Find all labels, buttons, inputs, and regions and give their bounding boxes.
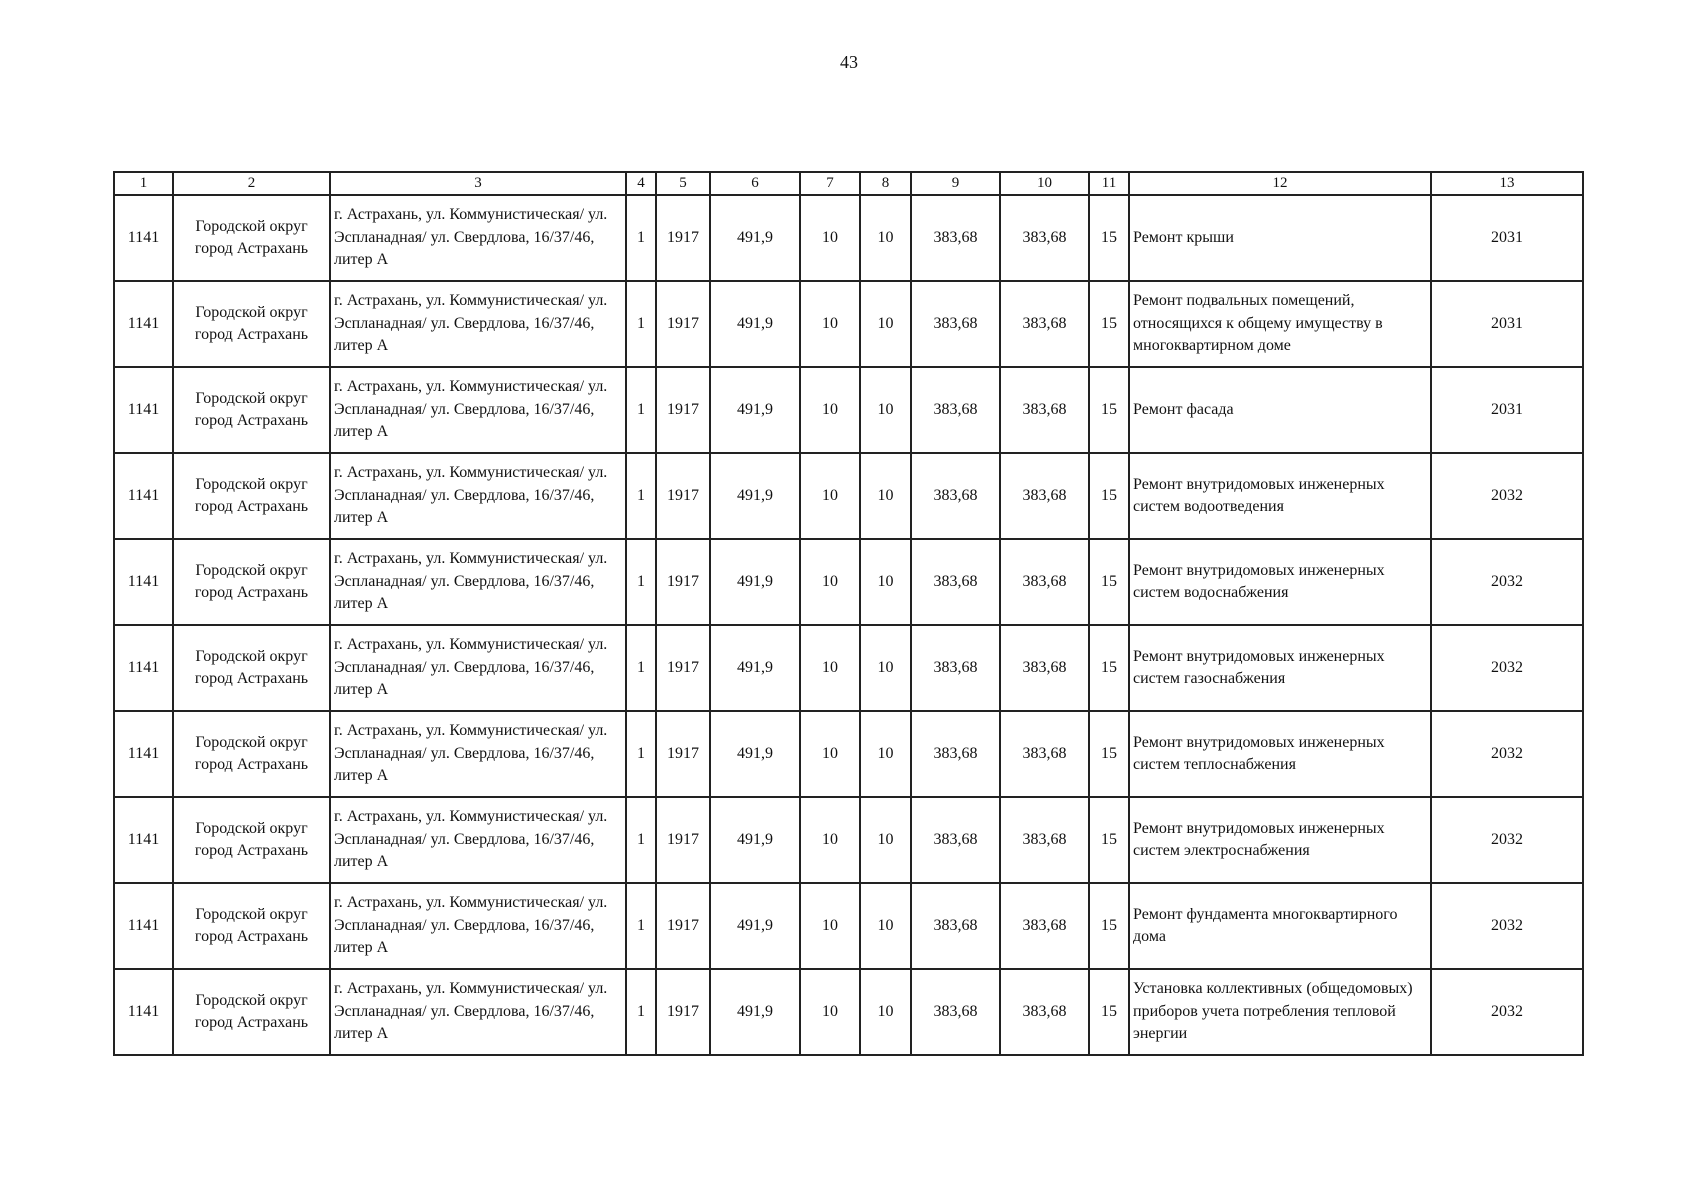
cell-col8: 10 xyxy=(860,281,911,367)
cell-col7: 10 xyxy=(800,195,860,281)
cell-col7: 10 xyxy=(800,625,860,711)
cell-col11: 15 xyxy=(1089,625,1129,711)
cell-plan-year: 2031 xyxy=(1431,367,1583,453)
table-row xyxy=(114,969,1583,1055)
cell-col10: 383,68 xyxy=(1000,539,1089,625)
column-header-6: 6 xyxy=(710,172,800,195)
cell-year: 1917 xyxy=(656,281,710,367)
cell-col8: 10 xyxy=(860,711,911,797)
cell-col4: 1 xyxy=(626,195,656,281)
column-header-3: 3 xyxy=(330,172,626,195)
cell-work-type: Установка коллективных (общедомовых) приборов учета потребления тепловой энергии xyxy=(1129,969,1431,1055)
cell-col9: 383,68 xyxy=(911,453,1000,539)
cell-municipality: Городской округ город Астрахань xyxy=(173,195,330,281)
cell-plan-year: 2032 xyxy=(1431,969,1583,1055)
cell-col10: 383,68 xyxy=(1000,281,1089,367)
cell-col8: 10 xyxy=(860,195,911,281)
cell-col10: 383,68 xyxy=(1000,883,1089,969)
cell-col10: 383,68 xyxy=(1000,195,1089,281)
column-header-13: 13 xyxy=(1431,172,1583,195)
cell-work-type: Ремонт внутридомовых инженерных систем газоснабжения xyxy=(1129,625,1431,711)
cell-year: 1917 xyxy=(656,453,710,539)
cell-address: г. Астрахань, ул. Коммунистическая/ ул. Эспланадная/ ул. Свердлова, 16/37/46, литер А xyxy=(330,797,626,883)
cell-number: 1141 xyxy=(114,539,173,625)
cell-col4: 1 xyxy=(626,883,656,969)
page-number: 43 xyxy=(840,52,858,72)
cell-col7: 10 xyxy=(800,281,860,367)
cell-address: г. Астрахань, ул. Коммунистическая/ ул. Эспланадная/ ул. Свердлова, 16/37/46, литер А xyxy=(330,453,626,539)
cell-col4: 1 xyxy=(626,281,656,367)
cell-col7: 10 xyxy=(800,797,860,883)
column-header-11: 11 xyxy=(1089,172,1129,195)
table-row xyxy=(114,625,1583,711)
cell-address: г. Астрахань, ул. Коммунистическая/ ул. Эспланадная/ ул. Свердлова, 16/37/46, литер А xyxy=(330,195,626,281)
cell-col10: 383,68 xyxy=(1000,969,1089,1055)
cell-year: 1917 xyxy=(656,797,710,883)
cell-area: 491,9 xyxy=(710,969,800,1055)
column-header-12: 12 xyxy=(1129,172,1431,195)
cell-area: 491,9 xyxy=(710,883,800,969)
cell-col11: 15 xyxy=(1089,883,1129,969)
cell-col8: 10 xyxy=(860,883,911,969)
column-header-2: 2 xyxy=(173,172,330,195)
cell-address: г. Астрахань, ул. Коммунистическая/ ул. Эспланадная/ ул. Свердлова, 16/37/46, литер А xyxy=(330,367,626,453)
cell-address: г. Астрахань, ул. Коммунистическая/ ул. Эспланадная/ ул. Свердлова, 16/37/46, литер А xyxy=(330,281,626,367)
cell-col9: 383,68 xyxy=(911,711,1000,797)
cell-col9: 383,68 xyxy=(911,367,1000,453)
table-row xyxy=(114,367,1583,453)
cell-number: 1141 xyxy=(114,281,173,367)
cell-area: 491,9 xyxy=(710,711,800,797)
cell-col10: 383,68 xyxy=(1000,625,1089,711)
cell-plan-year: 2032 xyxy=(1431,797,1583,883)
cell-work-type: Ремонт внутридомовых инженерных систем электроснабжения xyxy=(1129,797,1431,883)
cell-municipality: Городской округ город Астрахань xyxy=(173,281,330,367)
cell-col9: 383,68 xyxy=(911,883,1000,969)
cell-col7: 10 xyxy=(800,883,860,969)
cell-area: 491,9 xyxy=(710,367,800,453)
cell-col9: 383,68 xyxy=(911,195,1000,281)
cell-municipality: Городской округ город Астрахань xyxy=(173,367,330,453)
cell-number: 1141 xyxy=(114,711,173,797)
cell-address: г. Астрахань, ул. Коммунистическая/ ул. Эспланадная/ ул. Свердлова, 16/37/46, литер А xyxy=(330,969,626,1055)
cell-col4: 1 xyxy=(626,539,656,625)
cell-number: 1141 xyxy=(114,195,173,281)
column-header-9: 9 xyxy=(911,172,1000,195)
cell-area: 491,9 xyxy=(710,797,800,883)
cell-col10: 383,68 xyxy=(1000,453,1089,539)
cell-col7: 10 xyxy=(800,539,860,625)
cell-col11: 15 xyxy=(1089,969,1129,1055)
cell-col8: 10 xyxy=(860,453,911,539)
cell-col10: 383,68 xyxy=(1000,797,1089,883)
register-table xyxy=(113,171,1584,1056)
cell-number: 1141 xyxy=(114,367,173,453)
cell-plan-year: 2032 xyxy=(1431,883,1583,969)
table-row xyxy=(114,281,1583,367)
cell-col8: 10 xyxy=(860,539,911,625)
cell-col4: 1 xyxy=(626,711,656,797)
cell-municipality: Городской округ город Астрахань xyxy=(173,797,330,883)
cell-plan-year: 2032 xyxy=(1431,539,1583,625)
cell-municipality: Городской округ город Астрахань xyxy=(173,539,330,625)
cell-plan-year: 2032 xyxy=(1431,453,1583,539)
cell-col9: 383,68 xyxy=(911,969,1000,1055)
cell-col11: 15 xyxy=(1089,281,1129,367)
cell-year: 1917 xyxy=(656,539,710,625)
cell-col11: 15 xyxy=(1089,195,1129,281)
cell-col7: 10 xyxy=(800,453,860,539)
cell-number: 1141 xyxy=(114,969,173,1055)
cell-number: 1141 xyxy=(114,883,173,969)
cell-col4: 1 xyxy=(626,797,656,883)
cell-col8: 10 xyxy=(860,367,911,453)
cell-col4: 1 xyxy=(626,453,656,539)
table-row xyxy=(114,711,1583,797)
cell-year: 1917 xyxy=(656,367,710,453)
cell-municipality: Городской округ город Астрахань xyxy=(173,711,330,797)
column-header-1: 1 xyxy=(114,172,173,195)
column-header-8: 8 xyxy=(860,172,911,195)
column-header-5: 5 xyxy=(656,172,710,195)
cell-col9: 383,68 xyxy=(911,797,1000,883)
cell-work-type: Ремонт крыши xyxy=(1129,195,1431,281)
cell-col9: 383,68 xyxy=(911,281,1000,367)
cell-year: 1917 xyxy=(656,625,710,711)
table-row xyxy=(114,539,1583,625)
cell-col11: 15 xyxy=(1089,367,1129,453)
table-row xyxy=(114,453,1583,539)
cell-number: 1141 xyxy=(114,625,173,711)
cell-year: 1917 xyxy=(656,195,710,281)
cell-municipality: Городской округ город Астрахань xyxy=(173,883,330,969)
cell-col8: 10 xyxy=(860,797,911,883)
cell-municipality: Городской округ город Астрахань xyxy=(173,625,330,711)
cell-col4: 1 xyxy=(626,969,656,1055)
cell-work-type: Ремонт фасада xyxy=(1129,367,1431,453)
cell-plan-year: 2032 xyxy=(1431,711,1583,797)
cell-area: 491,9 xyxy=(710,539,800,625)
cell-area: 491,9 xyxy=(710,453,800,539)
cell-col7: 10 xyxy=(800,367,860,453)
cell-year: 1917 xyxy=(656,883,710,969)
cell-number: 1141 xyxy=(114,453,173,539)
cell-address: г. Астрахань, ул. Коммунистическая/ ул. Эспланадная/ ул. Свердлова, 16/37/46, литер А xyxy=(330,539,626,625)
column-header-10: 10 xyxy=(1000,172,1089,195)
cell-col7: 10 xyxy=(800,969,860,1055)
cell-plan-year: 2031 xyxy=(1431,195,1583,281)
cell-col10: 383,68 xyxy=(1000,367,1089,453)
cell-col11: 15 xyxy=(1089,711,1129,797)
cell-col7: 10 xyxy=(800,711,860,797)
cell-plan-year: 2031 xyxy=(1431,281,1583,367)
cell-year: 1917 xyxy=(656,711,710,797)
cell-col9: 383,68 xyxy=(911,539,1000,625)
table-row xyxy=(114,195,1583,281)
cell-col11: 15 xyxy=(1089,453,1129,539)
cell-col8: 10 xyxy=(860,625,911,711)
cell-col11: 15 xyxy=(1089,539,1129,625)
cell-address: г. Астрахань, ул. Коммунистическая/ ул. Эспланадная/ ул. Свердлова, 16/37/46, литер А xyxy=(330,883,626,969)
cell-col4: 1 xyxy=(626,625,656,711)
table-body xyxy=(114,195,1583,1055)
cell-work-type: Ремонт фундамента многоквартирного дома xyxy=(1129,883,1431,969)
cell-col8: 10 xyxy=(860,969,911,1055)
cell-work-type: Ремонт внутридомовых инженерных систем водоснабжения xyxy=(1129,539,1431,625)
cell-work-type: Ремонт внутридомовых инженерных систем водоотведения xyxy=(1129,453,1431,539)
cell-col11: 15 xyxy=(1089,797,1129,883)
cell-year: 1917 xyxy=(656,969,710,1055)
cell-area: 491,9 xyxy=(710,195,800,281)
cell-address: г. Астрахань, ул. Коммунистическая/ ул. Эспланадная/ ул. Свердлова, 16/37/46, литер А xyxy=(330,625,626,711)
cell-col10: 383,68 xyxy=(1000,711,1089,797)
cell-area: 491,9 xyxy=(710,281,800,367)
cell-area: 491,9 xyxy=(710,625,800,711)
cell-address: г. Астрахань, ул. Коммунистическая/ ул. Эспланадная/ ул. Свердлова, 16/37/46, литер А xyxy=(330,711,626,797)
cell-work-type: Ремонт внутридомовых инженерных систем теплоснабжения xyxy=(1129,711,1431,797)
cell-work-type: Ремонт подвальных помещений, относящихся к общему имуществу в многоквартирном доме xyxy=(1129,281,1431,367)
cell-number: 1141 xyxy=(114,797,173,883)
cell-col4: 1 xyxy=(626,367,656,453)
cell-municipality: Городской округ город Астрахань xyxy=(173,453,330,539)
table-row xyxy=(114,797,1583,883)
column-header-4: 4 xyxy=(626,172,656,195)
header-row xyxy=(114,172,1583,195)
cell-plan-year: 2032 xyxy=(1431,625,1583,711)
column-header-7: 7 xyxy=(800,172,860,195)
cell-municipality: Городской округ город Астрахань xyxy=(173,969,330,1055)
cell-col9: 383,68 xyxy=(911,625,1000,711)
table-row xyxy=(114,883,1583,969)
